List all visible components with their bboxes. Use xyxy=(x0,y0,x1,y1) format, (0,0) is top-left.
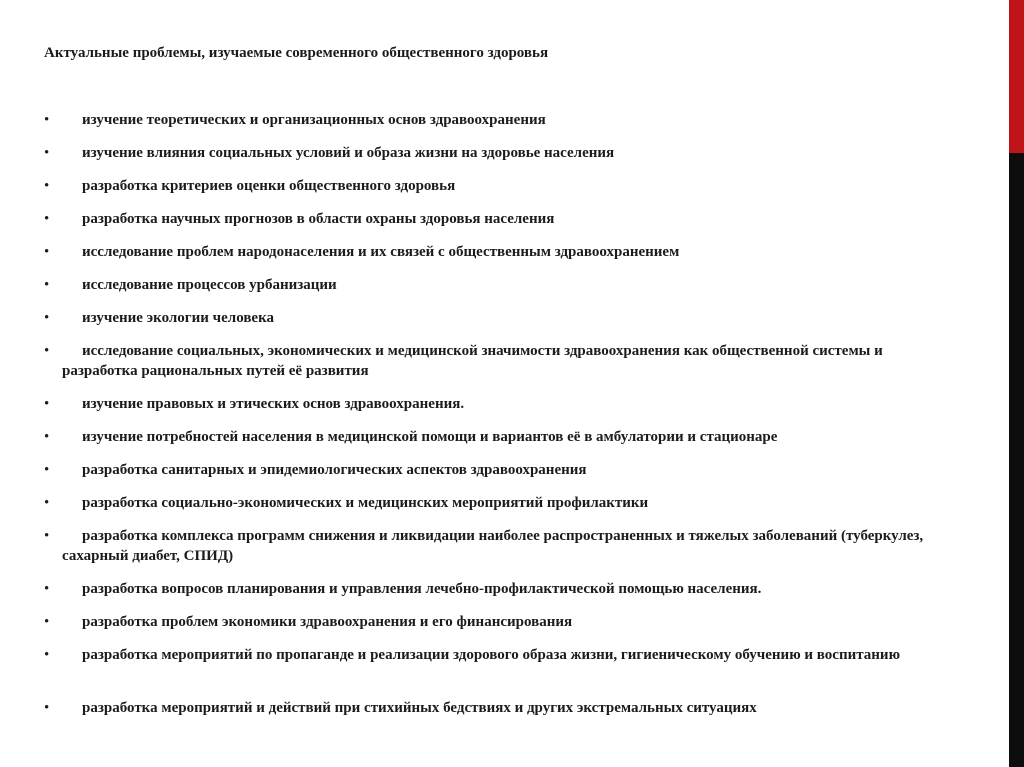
list-item xyxy=(44,308,924,341)
list-item xyxy=(44,460,924,493)
list-item xyxy=(44,341,924,394)
bullet-list xyxy=(44,110,924,731)
list-item xyxy=(44,579,924,612)
list-item-text: разработка вопросов планирования и управления лечебно-профилактической помощью населения. xyxy=(82,581,762,597)
list-item-text: разработка мероприятий по пропаганде и реализации здорового образа жизни, гигиеническому обучению и воспитанию xyxy=(82,647,901,663)
list-item-text: исследование проблем народонаселения и их связей с общественным здравоохранением xyxy=(82,244,680,260)
list-item xyxy=(44,698,924,731)
list-item-text: изучение экологии человека xyxy=(82,310,274,326)
list-item-text: разработка критериев оценки общественного здоровья xyxy=(82,178,456,194)
list-item-text: изучение влияния социальных условий и образа жизни на здоровье населения xyxy=(82,145,615,161)
slide-title: Актуальные проблемы, изучаемые современного общественного здоровья xyxy=(44,45,549,61)
list-item-text: разработка мероприятий и действий при стихийных бедствиях и других экстремальных ситуациях xyxy=(82,700,757,716)
list-item xyxy=(44,526,924,579)
accent-bar-dark xyxy=(1009,153,1024,767)
list-item xyxy=(44,209,924,242)
list-item xyxy=(44,645,924,698)
list-item-text: разработка проблем экономики здравоохранения и его финансирования xyxy=(82,614,573,630)
list-item-text: изучение потребностей населения в медицинской помощи и вариантов её в амбулатории и стационаре xyxy=(82,429,778,445)
list-item xyxy=(44,427,924,460)
list-item-text: изучение правовых и этических основ здравоохранения. xyxy=(82,396,465,412)
list-item-text: исследование социальных, экономических и медицинской значимости здравоохранения как общественной системы и разработка рациональных путей её развития xyxy=(62,343,883,379)
list-item-text: изучение теоретических и организационных основ здравоохранения xyxy=(82,112,546,128)
bullet-icon: • xyxy=(44,581,50,597)
list-item-text: разработка социально-экономических и медицинских мероприятий профилактики xyxy=(82,495,649,511)
list-item xyxy=(44,493,924,526)
bullet-icon: • xyxy=(44,429,50,445)
bullet-icon: • xyxy=(44,112,50,128)
list-item xyxy=(44,242,924,275)
list-item xyxy=(44,110,924,143)
bullet-icon: • xyxy=(44,614,50,630)
bullet-icon: • xyxy=(44,462,50,478)
bullet-icon: • xyxy=(44,211,50,227)
list-item xyxy=(44,612,924,645)
list-item-text: разработка комплекса программ снижения и ликвидации наиболее распространенных и тяжелых заболеваний (туберкулез, сахарный диабет, СПИД) xyxy=(62,528,924,564)
bullet-icon: • xyxy=(44,145,50,161)
list-item xyxy=(44,176,924,209)
list-item xyxy=(44,394,924,427)
list-item-text: разработка санитарных и эпидемиологических аспектов здравоохранения xyxy=(82,462,587,478)
bullet-icon: • xyxy=(44,343,50,359)
bullet-icon: • xyxy=(44,396,50,412)
list-item-text: разработка научных прогнозов в области охраны здоровья населения xyxy=(82,211,555,227)
list-item xyxy=(44,143,924,176)
bullet-icon: • xyxy=(44,277,50,293)
bullet-icon: • xyxy=(44,700,50,716)
bullet-icon: • xyxy=(44,310,50,326)
accent-bar-red xyxy=(1009,0,1024,153)
bullet-icon: • xyxy=(44,528,50,544)
bullet-icon: • xyxy=(44,178,50,194)
bullet-icon: • xyxy=(44,244,50,260)
list-item xyxy=(44,275,924,308)
bullet-icon: • xyxy=(44,647,50,663)
bullet-icon: • xyxy=(44,495,50,511)
list-item-text: исследование процессов урбанизации xyxy=(82,277,337,293)
